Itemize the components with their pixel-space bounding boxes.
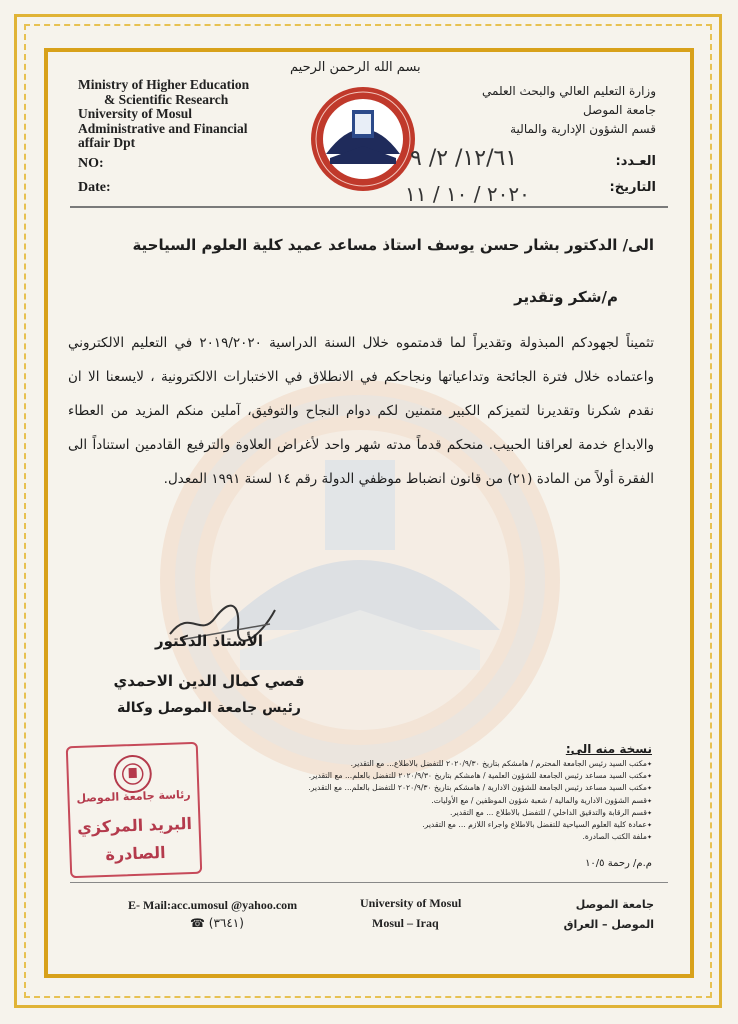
footer-city-ar: الموصل – العراق (563, 918, 654, 931)
date-label-ar: التاريخ: (609, 180, 656, 195)
header-divider (70, 206, 668, 208)
basmala: بسم الله الرحمن الرحيم (290, 60, 421, 75)
university-logo-icon (308, 84, 418, 194)
copies-title: نسخة منه الى: (565, 742, 652, 756)
list-item: ✦ ملفة الكتب الصادرة. (212, 831, 652, 843)
department-name-cont: affair Dpt (78, 135, 136, 150)
footer-phone: ☎ (٣٦٤١) (190, 916, 244, 930)
university-name-ar: جامعة الموصل (583, 103, 656, 117)
ministry-name: Ministry of Higher Education (78, 77, 250, 92)
copies-list (212, 758, 652, 843)
letter-body: تثميناً لجهودكم المبذولة وتقديراً لما قدمتموه خلال السنة الدراسية ٢٠١٩/٢٠٢٠ في التعليم الالكتروني واعتماده خلال فترة الجائحة وتداعياتها ونجاحكم في الانطلاق في الاختبارات الالكترونية ، لايسعنا الا ان نقدم شكرنا وتقديرنا لتميزكم الكبير متمنين لكم دوام النجاح والتوفيق، آملين منكم المزيد من العطاء والابداع خدمة لعراقنا الحبيب. منحكم قدماً مدته شهر واحد لأغراض العلاوة والترفيع القادمين استناداً الى الفقرة أولاً من المادة (٢١) من قانون انضباط موظفي الدولة رقم ١٤ لسنة ١٩٩١ المعدل. (68, 335, 654, 487)
number-label-en: NO: (78, 156, 104, 171)
signatory-name: قصي كمال الدين الاحمدي (113, 672, 305, 690)
footer-city: Mosul – Iraq (372, 916, 439, 930)
signatory-title: الأستاذ الدكتور (154, 632, 264, 650)
stamp-central-mail: البريد المركزي (76, 813, 193, 837)
header-arabic (436, 82, 656, 139)
list-item: ✦ مكتب السيد مساعد رئيس الجامعة للشؤون العلمية / هامشكم بتاريخ ٢٠٢٠/٩/٣٠ للتفضل بالعلم... مع التقدير. (212, 770, 652, 782)
university-name: University of Mosul (78, 106, 192, 121)
footer-divider (70, 882, 668, 883)
subject-line: م/شكر وتقدير (514, 288, 618, 306)
ministry-name-ar: وزارة التعليم العالي والبحث العلمي (482, 84, 656, 98)
ministry-name-cont: & Scientific Research (104, 91, 229, 107)
footer-university: University of Mosul (360, 896, 462, 910)
stamp-outgoing: الصادرة (105, 842, 166, 865)
central-mail-stamp (66, 742, 203, 879)
department-name-ar: قسم الشؤون الإدارية والمالية (510, 122, 656, 136)
list-item: ✦ قسم الرقابة والتدقيق الداخلي / للتفضل بالاطلاع ... مع التقدير. (212, 807, 652, 819)
handwritten-date: ٢٠٢٠ / ١٠ / ١١ (405, 182, 530, 206)
addressee-line: الى/ الدكتور بشار حسن يوسف استاذ مساعد عميد كلية العلوم السياحية (132, 236, 654, 254)
reference-code: م.م/ رحمة ١٠/٥ (585, 858, 652, 869)
signatory-role: رئيس جامعة الموصل وكالة (117, 700, 301, 716)
list-item: ✦ مكتب السيد رئيس الجامعة المحترم / هامشكم بتاريخ ٢٠٢٠/٩/٣٠ للتفضل بالاطلاع... مع التقدير. (212, 758, 652, 770)
list-item: ✦ مكتب السيد مساعد رئيس الجامعة للشؤون الادارية / هامشكم بتاريخ ٢٠٢٠/٩/٣٠ للتفضل بالعلم... مع التقدير. (212, 782, 652, 794)
header-english (78, 78, 249, 151)
footer-email: E- Mail:acc.umosul @yahoo.com (128, 898, 298, 912)
number-label-ar: العـدد: (615, 154, 656, 169)
list-item: ✦ عمادة كلية العلوم السياحية للتفضل بالاطلاع واجراء اللازم ... مع التقدير. (212, 819, 652, 831)
department-name: Administrative and Financial (78, 120, 248, 136)
handwritten-number: ١٢/٦١/ ٢/ ٩ (410, 146, 518, 171)
list-item: ✦ قسم الشؤون الادارية والمالية / شعبة شؤون الموظفين / مع الأوليات. (212, 795, 652, 807)
date-label-en: Date: (78, 180, 111, 195)
footer-university-ar: جامعة الموصل (575, 898, 654, 911)
stamp-university: رئاسة جامعة الموصل (76, 788, 191, 805)
